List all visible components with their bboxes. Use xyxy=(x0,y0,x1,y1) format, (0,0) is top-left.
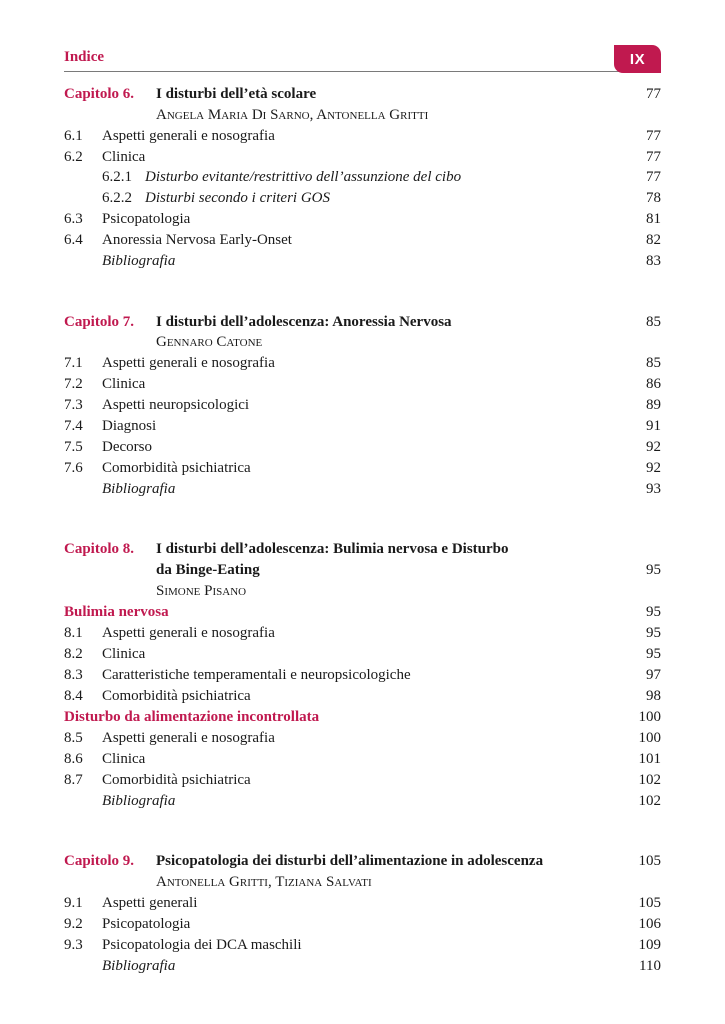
authors: Antonella Gritti, Tiziana Salvati xyxy=(156,874,372,890)
chapter-title: I disturbi dell’adolescenza: Anoressia Nervosa xyxy=(156,314,452,330)
entry-number: 6.1 xyxy=(64,128,83,144)
section-title: Disturbo da alimentazione incontrollata xyxy=(64,709,320,725)
chapter-page: 85 xyxy=(646,314,661,330)
chapter-9-authors xyxy=(0,872,725,892)
entry-title: Bibliografia xyxy=(102,793,176,809)
entry-page: 92 xyxy=(646,460,661,476)
entry-page: 102 xyxy=(638,793,661,809)
chapter-label: Capitolo 7. xyxy=(64,314,135,330)
entry-title: Diagnosi xyxy=(102,418,157,434)
section-page: 95 xyxy=(646,604,661,620)
entry-number: 7.2 xyxy=(64,376,83,392)
toc-entry[interactable] xyxy=(0,353,725,373)
toc-entry[interactable] xyxy=(0,686,725,706)
entry-number: 7.5 xyxy=(64,439,83,455)
toc-bibliography[interactable] xyxy=(0,791,725,811)
entry-title: Caratteristiche temperamentali e neuropsicologiche xyxy=(102,667,411,683)
entry-page: 106 xyxy=(638,916,661,932)
chapter-8-heading[interactable] xyxy=(0,539,725,559)
entry-title: Anoressia Nervosa Early-Onset xyxy=(102,232,292,248)
entry-title: Aspetti generali e nosografia xyxy=(102,625,275,641)
entry-page: 95 xyxy=(646,646,661,662)
toc-entry[interactable] xyxy=(0,230,725,250)
toc-bibliography[interactable] xyxy=(0,479,725,499)
entry-title: Psicopatologia dei DCA maschili xyxy=(102,937,302,953)
entry-number: 6.3 xyxy=(64,211,83,227)
page-number-badge: IX xyxy=(614,45,661,73)
entry-page: 81 xyxy=(646,211,661,227)
entry-page: 78 xyxy=(646,190,661,206)
chapter-8-heading-cont[interactable] xyxy=(0,560,725,580)
toc-entry[interactable] xyxy=(0,935,725,955)
entry-number: 8.1 xyxy=(64,625,83,641)
entry-number: 8.6 xyxy=(64,751,83,767)
chapter-label: Capitolo 8. xyxy=(64,541,135,557)
toc-entry[interactable] xyxy=(0,209,725,229)
chapter-label: Capitolo 9. xyxy=(64,853,135,869)
entry-number: 8.5 xyxy=(64,730,83,746)
entry-number: 6.2 xyxy=(64,149,83,165)
entry-title: Clinica xyxy=(102,751,146,767)
toc-bibliography[interactable] xyxy=(0,956,725,976)
entry-page: 95 xyxy=(646,625,661,641)
entry-title: Aspetti generali e nosografia xyxy=(102,730,275,746)
chapter-page: 77 xyxy=(646,86,661,102)
chapter-9-heading[interactable] xyxy=(0,851,725,871)
entry-page: 89 xyxy=(646,397,661,413)
entry-title: Decorso xyxy=(102,439,152,455)
entry-page: 77 xyxy=(646,169,661,185)
chapter-7-heading[interactable] xyxy=(0,312,725,332)
entry-number: 9.1 xyxy=(64,895,83,911)
entry-page: 110 xyxy=(639,958,661,974)
authors: Angela Maria Di Sarno, Antonella Gritti xyxy=(156,107,429,123)
entry-title: Psicopatologia xyxy=(102,916,191,932)
entry-number: 7.3 xyxy=(64,397,83,413)
entry-number: 8.2 xyxy=(64,646,83,662)
entry-number: 8.4 xyxy=(64,688,83,704)
toc-entry[interactable] xyxy=(0,395,725,415)
page-header xyxy=(0,0,725,80)
authors: Simone Pisano xyxy=(156,583,247,599)
toc-entry[interactable] xyxy=(0,914,725,934)
entry-title: Aspetti generali e nosografia xyxy=(102,128,275,144)
section-title: Bulimia nervosa xyxy=(64,604,169,620)
chapter-title: I disturbi dell’età scolare xyxy=(156,86,317,102)
entry-number: 8.3 xyxy=(64,667,83,683)
toc-section-heading[interactable] xyxy=(0,707,725,727)
entry-page: 97 xyxy=(646,667,661,683)
entry-title: Aspetti neuropsicologici xyxy=(102,397,250,413)
toc-entry[interactable] xyxy=(0,416,725,436)
entry-title: Bibliografia xyxy=(102,253,176,269)
entry-page: 98 xyxy=(646,688,661,704)
entry-page: 92 xyxy=(646,439,661,455)
entry-page: 105 xyxy=(638,895,661,911)
chapter-page: 95 xyxy=(646,562,661,578)
entry-title: Comorbidità psichiatrica xyxy=(102,460,251,476)
toc-entry[interactable] xyxy=(0,147,725,167)
entry-page: 77 xyxy=(646,128,661,144)
toc-entry[interactable] xyxy=(0,644,725,664)
toc-entry[interactable] xyxy=(0,893,725,913)
entry-page: 91 xyxy=(646,418,661,434)
chapter-page: 105 xyxy=(638,853,661,869)
entry-number: 6.2.1 xyxy=(102,169,132,185)
entry-title: Disturbo evitante/restrittivo dell’assunzione del cibo xyxy=(145,169,462,185)
entry-title: Clinica xyxy=(102,149,146,165)
chapter-title: Psicopatologia dei disturbi dell’alimentazione in adolescenza xyxy=(156,853,544,869)
entry-title: Clinica xyxy=(102,646,146,662)
entry-page: 86 xyxy=(646,376,661,392)
entry-page: 109 xyxy=(638,937,661,953)
entry-page: 101 xyxy=(638,751,661,767)
toc-entry[interactable] xyxy=(0,623,725,643)
toc-subentry[interactable] xyxy=(0,188,725,208)
entry-number: 6.2.2 xyxy=(102,190,132,206)
entry-title: Clinica xyxy=(102,376,146,392)
entry-title: Comorbidità psichiatrica xyxy=(102,772,251,788)
toc-entry[interactable] xyxy=(0,374,725,394)
entry-title: Aspetti generali e nosografia xyxy=(102,355,275,371)
toc-section-heading[interactable] xyxy=(0,602,725,622)
toc-entry[interactable] xyxy=(0,126,725,146)
toc-entry[interactable] xyxy=(0,749,725,769)
entry-title: Bibliografia xyxy=(102,958,176,974)
entry-number: 9.3 xyxy=(64,937,83,953)
entry-number: 6.4 xyxy=(64,232,83,248)
entry-number: 8.7 xyxy=(64,772,83,788)
toc-entry[interactable] xyxy=(0,728,725,748)
header-rule xyxy=(64,71,622,72)
toc-entry[interactable] xyxy=(0,437,725,457)
entry-number: 9.2 xyxy=(64,916,83,932)
chapter-6-heading[interactable] xyxy=(0,84,725,104)
entry-number: 7.4 xyxy=(64,418,83,434)
entry-number: 7.1 xyxy=(64,355,83,371)
chapter-label: Capitolo 6. xyxy=(64,86,135,102)
authors: Gennaro Catone xyxy=(156,334,263,350)
toc-entry[interactable] xyxy=(0,665,725,685)
entry-page: 85 xyxy=(646,355,661,371)
entry-page: 83 xyxy=(646,253,661,269)
entry-page: 82 xyxy=(646,232,661,248)
toc-subentry[interactable] xyxy=(0,167,725,187)
entry-title: Bibliografia xyxy=(102,481,176,497)
entry-title: Psicopatologia xyxy=(102,211,191,227)
chapter-title-line1: I disturbi dell’adolescenza: Bulimia nervosa e Disturbo xyxy=(156,541,509,557)
entry-title: Disturbi secondo i criteri GOS xyxy=(145,190,330,206)
section-page: 100 xyxy=(638,709,661,725)
entry-page: 102 xyxy=(638,772,661,788)
chapter-8-authors xyxy=(0,581,725,601)
chapter-6-authors xyxy=(0,105,725,125)
entry-number: 7.6 xyxy=(64,460,83,476)
running-title: Indice xyxy=(64,49,105,65)
toc-bibliography[interactable] xyxy=(0,251,725,271)
entry-title: Aspetti generali xyxy=(102,895,198,911)
entry-page: 77 xyxy=(646,149,661,165)
chapter-7-authors xyxy=(0,332,725,352)
entry-page: 93 xyxy=(646,481,661,497)
chapter-title-line2: da Binge-Eating xyxy=(156,562,260,578)
toc-entry[interactable] xyxy=(0,458,725,478)
entry-page: 100 xyxy=(638,730,661,746)
entry-title: Comorbidità psichiatrica xyxy=(102,688,251,704)
toc-entry[interactable] xyxy=(0,770,725,790)
